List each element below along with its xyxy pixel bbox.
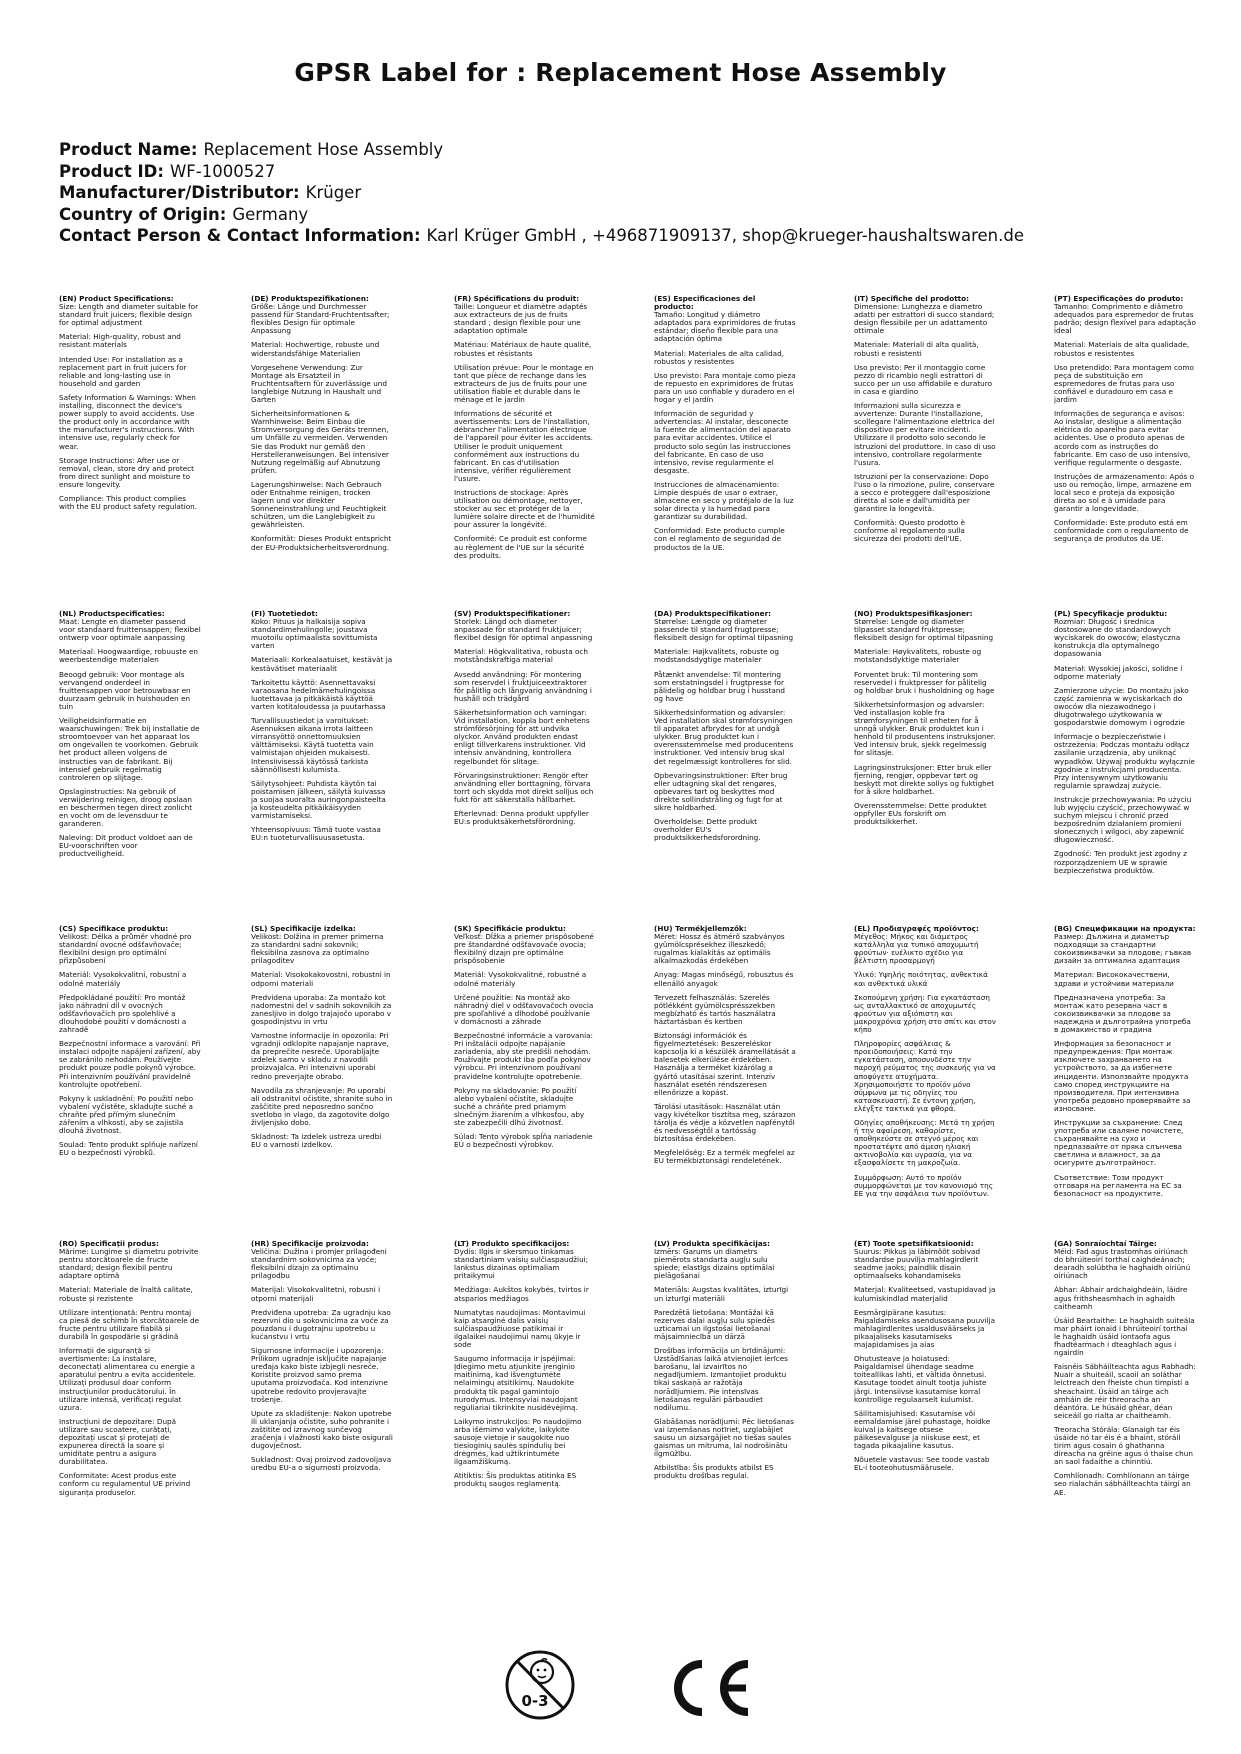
spec-paragraph: Zamierzone użycie: Do montażu jako część zamienna w wyciskarkach do owoców dla niezawodnego i długotrwałego użytkowania w gospodarstwie domowym i ogrodzie: [1054, 685, 1189, 728]
spec-paragraph: Υλικό: Υψηλής ποιότητας, ανθεκτικά και ανθεκτικά υλικά: [854, 970, 988, 988]
spec-block-header: (PL) Specyfikacje produktu:: [1054, 610, 1168, 618]
spec-block-header: (CS) Specifikace produktu:: [59, 925, 169, 933]
spec-block-header: (SV) Produktspecifikationer:: [454, 610, 571, 618]
spec-paragraph: Materijal: Visokokvalitetni, robusni i otporni materijali: [251, 1285, 381, 1303]
spec-block-header: (LT) Produkto specifikacijos:: [454, 1240, 570, 1248]
spec-paragraph: Materiāls: Augstas kvalitātes, izturīgi un izturīgi materiāli: [654, 1285, 789, 1303]
spec-paragraph: Conformidade: Este produto está em conformidade com o regulamento de segurança de produtos da UE.: [1054, 518, 1189, 544]
spec-paragraph: Atbilstība: Šis produkts atbilst ES produktu drošības regulai.: [654, 1463, 774, 1481]
spec-paragraph: Material: High-quality, robust and resistant materials: [59, 332, 181, 350]
spec-paragraph: Conformité: Ce produit est conforme au règlement de l'UE sur la sécurité des produits.: [454, 534, 587, 560]
info-label: Country of Origin:: [59, 204, 227, 224]
spec-block-header: (GA) Sonraíochtaí Táirge:: [1054, 1240, 1157, 1248]
spec-paragraph: Lagringsinstruksjoner: Etter bruk eller fjerning, rengjør, oppbevar tørt og beskytt mot direkte sollys og fuktighet for å sikre holdbarhet.: [854, 762, 995, 796]
spec-paragraph: Información de seguridad y advertencias: Al instalar, desconecte la fuente de alimentación del aparato para evitar accidentes. Utilice el producto solo según las instrucciones del fabricante. En caso de uso intensivo, revise regularmente el desgaste.: [654, 409, 791, 475]
spec-block: [1054, 610, 1196, 881]
spec-paragraph: Tamaño: Longitud y diámetro adaptados para exprimidores de frutas estándar; diseño flexible para una adaptación óptima: [654, 310, 796, 344]
spec-block: [59, 925, 201, 1163]
spec-paragraph: Съответствие: Този продукт отговаря на регламента на ЕС за безопасност на продуктите.: [1054, 1172, 1182, 1198]
spec-paragraph: Matériau: Matériaux de haute qualité, robustes et résistants: [454, 340, 592, 358]
spec-block: [251, 295, 393, 558]
spec-block: [654, 1240, 796, 1486]
spec-paragraph: Faisnéis Sábháilteachta agus Rabhadh: Nuair a shuiteáil, scaoil an soláthar leictreach den fheiste chun timpistí a sheachaint. Úsáid an táirge ach amháin de réir threoracha an déantóra. Le húsáid ghéar, déan seiceáil go rialta ar chaitheamh.: [1054, 1362, 1196, 1420]
info-row-product-id: [59, 161, 1024, 183]
spec-block-header: (SL) Specifikacije izdelka:: [251, 925, 356, 933]
spec-paragraph: Paredzētā lietošana: Montāžai kā rezerves daļai augļu sulu spiedēs uzticamai un ilgstošai lietošanai mājsaimniecībā un dārzā: [654, 1307, 775, 1341]
spec-block: [454, 1240, 596, 1495]
spec-paragraph: Safety Information & Warnings: When installing, disconnect the device's power supply to avoid accidents. Use the product only in accordance with the manufacturer's instructions. With intensive use, regularly check for wear.: [59, 392, 196, 451]
spec-block: [654, 925, 796, 1171]
spec-paragraph: Instructions de stockage: Après utilisation ou démontage, nettoyer, stocker au sec et protéger de la lumière solaire directe et de l'humidité pour assurer la longévité.: [454, 487, 595, 530]
spec-paragraph: Informações de segurança e avisos: Ao instalar, desligue a alimentação elétrica do aparelho para evitar acidentes. Use o produto apenas de acordo com as instruções do fabricante. Em caso de uso intensivo, verifique regularmente o desgaste.: [1054, 409, 1191, 467]
product-info: [59, 139, 1024, 247]
spec-paragraph: Drošības informācija un brīdinājumi: Uzstādīšanas laikā atvienojiet ierīces barošanu, lai izvairītos no negadījumiem. Izmantojiet produktu tikai saskaņā ar ražotāja norādījumiem. Pie intensīvas lietošanas regulāri pārbaudiet nodilumu.: [654, 1346, 788, 1412]
spec-paragraph: Instrucțiuni de depozitare: După utilizare sau scoatere, curățați, depozitați uscat și protejați de expunerea directă la soare și umiditate pentru a asigura durabilitatea.: [59, 1416, 177, 1467]
spec-paragraph: Materiaali: Korkealaatuiset, kestävät ja kestävätiset materiaalit: [251, 655, 393, 673]
spec-paragraph: Instrukcje przechowywania: Po użyciu lub wyjęciu czyścić, przechowywać w suchym miejscu i chronić przed bezpośrednim działaniem promieni słonecznych i wilgoci, aby zapewnić długowieczność.: [1054, 794, 1192, 845]
spec-paragraph: Bezpečnostní informace a varování: Při instalaci odpojte napájení zařízení, aby se zabránilo nehodám. Používejte produkt pouze podle pokynů výrobce. Při intenzivním používání pravidelně kontrolujte opotřebení.: [59, 1039, 201, 1089]
spec-paragraph: Material: Högkvalitativa, robusta och motståndskraftiga material: [454, 647, 588, 665]
spec-paragraph: Materiale: Materiali di alta qualità, robusti e resistenti: [854, 340, 979, 358]
spec-block: [1054, 295, 1196, 550]
spec-paragraph: Skladnost: Ta izdelek ustreza uredbi EU o varnosti izdelkov.: [251, 1132, 382, 1150]
spec-block-header: (DE) Produktspezifikationen:: [251, 295, 369, 303]
spec-paragraph: Anyag: Magas minőségű, robusztus és ellenálló anyagok: [654, 970, 794, 988]
spec-paragraph: Avsedd användning: För montering som reservdel i fruktjuiceextraktorer för pålitlig och långvarig användning i hushåll och trädgård: [454, 669, 592, 703]
spec-block: [454, 925, 596, 1155]
spec-paragraph: Určené použitie: Na montáž ako náhradný diel v odšťavovačoch ovocia pre spoľahlivé a dlhodobé používanie v domácnosti a záhrade: [454, 992, 594, 1026]
spec-paragraph: Opslaginstructies: Na gebruik of verwijdering reinigen, droog opslaan en beschermen tegen direct zonlicht en vocht om de levensduur te garanderen.: [59, 786, 193, 829]
spec-block-header: (ET) Toote spetsifikatsioonid:: [854, 1240, 974, 1248]
spec-paragraph: Σκοπούμενη χρήση: Για εγκατάσταση ως ανταλλακτικό σε αποχυμωτές φρούτων για αξιόπιστη και μακροχρόνια χρήση στο σπίτι και στον κήπο: [854, 992, 996, 1035]
spec-block: [854, 1240, 996, 1478]
spec-paragraph: Συμμόρφωση: Αυτό το προϊόν συμμορφώνεται με τον κανονισμό της ΕΕ για την ασφάλεια των προϊόντων.: [854, 1172, 993, 1198]
spec-paragraph: Numatytas naudojimas: Montavimui kaip atsarginė dalis vaisių sulčiaspaudžiuose patikimai ir ilgalaikei naudojimui namų ūkyje ir sode: [454, 1307, 586, 1350]
spec-block-header: (EN) Product Specifications:: [59, 295, 174, 303]
ce-mark-icon: [664, 1656, 754, 1720]
spec-paragraph: Οδηγίες αποθήκευσης: Μετά τη χρήση ή την αφαίρεση, καθαρίστε, αποθηκεύστε σε στεγνό μέρος και προστατέψτε από άμεση ηλιακή ακτινοβολία και υγρασία, για να εξασφαλίσετε τη μακροζωία.: [854, 1117, 995, 1168]
spec-paragraph: Méret: Hossz és átmérő szabványos gyümölcsprésekhez illeszkedő; rugalmas kialakítás az optimális alkalmazkodás érdekében: [654, 932, 785, 966]
spec-paragraph: Størrelse: Længde og diameter passende til standard frugtpresse; fleksibelt design for optimal tilpasning: [654, 617, 794, 643]
spec-paragraph: Uso previsto: Para montaje como pieza de repuesto en exprimidores de frutas para un uso confiable y duradero en el hogar y el jardín: [654, 370, 796, 405]
spec-paragraph: Dimensione: Lunghezza e diametro adatti per estrattori di succo standard; design flessibile per un adattamento ottimale: [854, 302, 995, 336]
spec-paragraph: Μέγεθος: Μήκος και διάμετρος κατάλληλα για τυπικό αποχυμωτή φρούτων· ευέλικτο σχέδιο για βέλτιστη προσαρμογή: [854, 932, 979, 966]
spec-paragraph: Úsáid Beartaithe: Le haghaidh suiteála mar pháirt ionaid i bhrúiteoirí torthaí le haghaidh úsáid iontaofa agus fhadtéarmach i dteaghlach agus i ngairdín: [1054, 1315, 1195, 1358]
spec-paragraph: Mărime: Lungime și diametru potrivite pentru storcătoarele de fructe standard; design flexibil pentru adaptare optimă: [59, 1247, 199, 1281]
spec-block: [454, 610, 596, 832]
spec-paragraph: Saugumo informacija ir įspėjimai: Įdiegimo metu atjunkite įrenginio maitinimą, kad išvengtumėte nelaimingų atsitikimų. Naudokite produktą tik pagal gamintojo nurodymus. Intensyviai naudojant reguliariai tikrinkite nusidėvėjimą.: [454, 1354, 578, 1412]
spec-paragraph: Forventet bruk: Til montering som reservedel i fruktpresser for pålitelig og holdbar bruk i husholdning og hage: [854, 669, 995, 695]
page-title: GPSR Label for : Replacement Hose Assembly: [294, 58, 947, 87]
spec-paragraph: Taille: Longueur et diamètre adaptés aux extracteurs de jus de fruits standard ; design flexible pour une adaptation optimale: [454, 302, 588, 336]
spec-paragraph: Informazioni sulla sicurezza e avvertenze: Durante l'installazione, scollegare l'alimentazione elettrica del dispositivo per evitare incidenti. Utilizzare il prodotto solo secondo le istruzioni del produttore. In caso di uso intensivo, controllare regolarmente l'usura.: [854, 401, 996, 467]
spec-block: [854, 295, 996, 550]
spec-block: [251, 1240, 393, 1478]
info-row-contact: [59, 225, 1024, 247]
spec-paragraph: Informații de siguranță și avertismente: La instalare, deconectați alimentarea cu energie a aparatului pentru a evita accidentele. Utilizați produsul doar conform instrucțiunilor producătorului. În utilizare intensă, verificați regulat uzura.: [59, 1346, 196, 1412]
info-label: Product Name:: [59, 140, 198, 159]
spec-block-header: (NO) Produktspesifikasjoner:: [854, 610, 973, 618]
spec-paragraph: Veličina: Dužina i promjer prilagođeni standardnim sokovnicima za voće; fleksibilni dizajn za optimalnu prilagodbu: [251, 1247, 387, 1281]
spec-paragraph: Overensstemmelse: Dette produktet oppfyller EUs forskrift om produktsikkerhet.: [854, 800, 987, 827]
spec-block-header: (RO) Specificații produs:: [59, 1240, 159, 1248]
info-value: Germany: [232, 204, 309, 224]
spec-paragraph: Veiligheidsinformatie en waarschuwingen: Trek bij installatie de stroomtoevoer van het apparaat los om ongevallen te voorkomen. Gebruik het product alleen volgens de instructies van de fabrikant. Bij intensief gebruik regelmatig controleren op slijtage.: [59, 716, 200, 782]
spec-paragraph: Medžiaga: Aukštos kokybės, tvirtos ir atsparios medžiagos: [454, 1285, 589, 1303]
spec-paragraph: Informacje o bezpieczeństwie i ostrzeżenia: Podczas montażu odłącz zasilanie urządzenia, aby uniknąć wypadków. Używaj produktu wyłącznie zgodnie z instrukcjami producenta. Przy intensywnym użytkowaniu regularnie sprawdzaj zużycie.: [1054, 732, 1195, 790]
spec-paragraph: Materiaal: Hoogwaardige, robuuste en weerbestendige materialen: [59, 647, 199, 665]
spec-paragraph: Materiał: Wysokiej jakości, solidne i odporne materiały: [1054, 663, 1183, 681]
spec-paragraph: Uso pretendido: Para montagem como peça de substituição em espremedores de frutas para uso confiável e duradouro em casa e jardim: [1054, 362, 1194, 405]
spec-paragraph: Säilytysohjeet: Puhdista käytön tai poistamisen jälkeen, säilytä kuivassa ja suojaa suoralta auringonpaisteelta ja kosteudelta pitkäikäisyyden varmistamiseksi.: [251, 778, 386, 821]
spec-paragraph: Conformidad: Este producto cumple con el reglamento de seguridad de productos de la UE.: [654, 526, 785, 552]
spec-paragraph: Инструкции за съхранение: След употреба или сваляне почистете, съхранявайте на сухо и предпазвайте от пряка слънчева светлина и влажност, за да осигурите дълготрайност.: [1054, 1117, 1184, 1168]
spec-paragraph: Naleving: Dit product voldoet aan de EU-voorschriften voor productveiligheid.: [59, 833, 193, 859]
spec-paragraph: Sikkerhedsinformation og advarsler: Ved installation skal strømforsyningen til apparatet afbrydes for at undgå ulykker. Brug produktet kun i overensstemmelse med producentens instruktioner. Ved intensiv brug skal det regelmæssigt kontrolleres for slid.: [654, 707, 794, 766]
spec-paragraph: Předpokládané použití: Pro montáž jako náhradní díl v ovocných odšťavňovačích pro spolehlivé a dlouhodobé použití v domácnosti a zahradě: [59, 992, 187, 1035]
spec-paragraph: Instruções de armazenamento: Após o uso ou remoção, limpe, armazene em local seco e proteja da exposição direta ao sol e à umidade para garantir a longevidade.: [1054, 471, 1195, 514]
spec-paragraph: Material: Materiale de înaltă calitate, robuste și rezistente: [59, 1285, 193, 1303]
info-row-product-name: [59, 139, 1024, 161]
spec-paragraph: Materiál: Vysokokvalitní, robustní a odolné materiály: [59, 970, 187, 988]
spec-paragraph: Eesmärgipärane kasutus: Paigaldamiseks asendusosana puuvilja mahlagirdlerites usaldusväärseks ja pikaajaliseks kasutamiseks majapidamises ja aias: [854, 1307, 996, 1350]
spec-paragraph: Påtænkt anvendelse: Til montering som erstatningsdel i frugtpresse for pålidelig og holdbar brug i husstand og have: [654, 669, 786, 703]
spec-paragraph: Dydis: Ilgis ir skersmuo tinkamas standartiniam vaisių sulčiaspaudžiui; lankstus dizainas optimaliam pritaikymui: [454, 1247, 589, 1281]
spec-paragraph: Conformitate: Acest produs este conform cu regulamentul UE privind siguranța produselor.: [59, 1471, 191, 1497]
spec-block: [654, 295, 796, 558]
spec-paragraph: Izmērs: Garums un diametrs piemērots standarta augļu sulu spiede; elastīgs dizains optimālai pielāgošanai: [654, 1247, 775, 1281]
spec-block-header: (IT) Specifiche del prodotto:: [854, 295, 970, 303]
spec-paragraph: Tarkoitettu käyttö: Asennettavaksi varaosana hedelmämehulingoissa luotettavaa ja pitkäkäistä käyttöä varten kotitaloudessa ja puutarhassa: [251, 677, 386, 711]
spec-block-header: (SK) Špecifikácie produktu:: [454, 925, 566, 933]
spec-paragraph: Storlek: Längd och diameter anpassade för standard fruktjuicer; flexibel design för optimal anpassning: [454, 617, 593, 643]
spec-paragraph: Megfelelőség: Ez a termék megfelel az EU termékbiztonsági rendeletének.: [654, 1148, 795, 1166]
spec-block-header: (FR) Spécifications du produit:: [454, 295, 580, 303]
spec-paragraph: Navodila za shranjevanje: Po uporabi ali odstranitvi očistite, shranite suho in zaščitite pred neposredno sončno svetlobo in vlago, da zagotovite dolgo življenjsko dobo.: [251, 1085, 393, 1127]
info-row-manufacturer: [59, 182, 1024, 204]
spec-paragraph: Zgodność: Ten produkt jest zgodny z rozporządzeniem UE w sprawie bezpieczeństwa produktów.: [1054, 849, 1187, 875]
spec-paragraph: Materiale: Høykvalitets, robuste og motstandsdyktige materialer: [854, 647, 982, 665]
spec-paragraph: Материал: Висококачествени, здрави и устойчиви материали: [1054, 970, 1174, 988]
spec-paragraph: Koko: Pituus ja halkaisija sopiva standardimehulingolle; joustava muotoilu optimaalista sovittumista varten: [251, 617, 378, 651]
spec-paragraph: Conformità: Questo prodotto è conforme al regolamento sulla sicurezza dei prodotti dell'UE.: [854, 518, 965, 544]
spec-paragraph: Maat: Lengte en diameter passend voor standaard fruittensappen; flexibel ontwerp voor optimale aanpassing: [59, 617, 201, 643]
spec-paragraph: Materjal: Kvaliteetsed, vastupidavad ja kulumiskindlad materjalid: [854, 1285, 996, 1303]
spec-paragraph: Tervezett felhasználás: Szerelés pótlékként gyümölcsprésszekben megbízható és tartós használatra háztartásban és kertben: [654, 992, 776, 1026]
spec-paragraph: Méid: Fad agus trastomhas oiriúnach do bhrúiteoirí torthaí caighdeánach; dearadh solúbtha le haghaidh oiriúnú oiriúnach: [1054, 1247, 1191, 1281]
spec-paragraph: Suurus: Pikkus ja läbimõõt sobivad standardse puuvilja mahlagirdlerit seadme jaoks; paindlik disain optimaalseks kohandamiseks: [854, 1247, 981, 1281]
spec-paragraph: Compliance: This product complies with the EU product safety regulation.: [59, 493, 198, 512]
spec-block: [1054, 1240, 1196, 1503]
spec-paragraph: Glabāšanas norādījumi: Pēc lietošanas vai izņemšanas notīriet, uzglabājiet sausu un aizsargājiet no tiešas saules gaismas un mitruma, lai nodrošinātu ilgmūžību.: [654, 1416, 794, 1459]
spec-paragraph: Tárolási utasítások: Használat után vagy kivételkor tisztítsa meg, szárazon tárolja és védje a közvetlen napfénytől és nedvességtől a tartósság biztosítása érdekében.: [654, 1101, 796, 1144]
spec-paragraph: Förvaringsinstruktioner: Rengör efter användning eller borttagning, förvara torrt och skydda mot direkt solljus och fukt för att säkerställa hållbarhet.: [454, 770, 594, 804]
spec-paragraph: Biztonsági információk és figyelmeztetések: Beszereléskor kapcsolja ki a készülék áramellátását a balesetek elkerülése érdekében. Használja a terméket kizárólag a gyártó utasításai szerint. Intenzív használat esetén rendszeresen ellenőrizze a kopást.: [654, 1031, 796, 1097]
spec-paragraph: Sikkerhetsinformasjon og advarsler: Ved installasjon koble fra strømforsyningen til enheten for å unngå ulykker. Bruk produktet kun i henhold til produsentens instruksjoner. Ved intensiv bruk, sjekk regelmessig for slitasje.: [854, 699, 996, 758]
spec-block-header: (PT) Especificações do produto:: [1054, 295, 1184, 303]
info-label: Contact Person & Contact Information:: [59, 226, 421, 245]
spec-paragraph: Soulad: Tento produkt splňuje nařízení EU o bezpečnosti výrobků.: [59, 1140, 198, 1158]
age-warning-0-3-icon: [504, 1648, 576, 1722]
spec-paragraph: Turvallisuustiedot ja varoitukset: Asennuksen aikana irrota laitteen virransyöttö onnettomuuksien välttämiseksi. Käytä tuotetta vain valmistajan ohjeiden mukaisesti. Intensiivisessä käytössä tarkista säännöllisesti kulumista.: [251, 716, 374, 774]
info-label: Manufacturer/Distributor:: [59, 183, 300, 202]
spec-block: [251, 610, 393, 848]
spec-paragraph: Atitiktis: Šis produktas atitinka ES produktų saugos reglamentą.: [454, 1471, 577, 1489]
spec-paragraph: Säkerhetsinformation och varningar: Vid installation, koppla bort enhetens strömförsörjning för att undvika olyckor. Använd produkten endast enligt tillverkarens instruktioner. Vid intensiv användning, kontrollera regelbundet för slitage.: [454, 707, 590, 766]
spec-block-header: (HU) Termékjellemzők:: [654, 925, 747, 933]
info-label: Product ID:: [59, 161, 164, 181]
spec-paragraph: Informations de sécurité et avertissements: Lors de l'installation, débrancher l'alimentation électrique de l'appareil pour éviter les accidents. Utiliser le produit uniquement conformément aux instructions du fabricant. En cas d'utilisation intensive, vérifier régulièrement l'usure.: [454, 409, 593, 483]
spec-block-header: (NL) Productspecificaties:: [59, 610, 165, 618]
spec-paragraph: Intended Use: For installation as a replacement part in fruit juicers for reliable and long-lasting use in household and garden: [59, 354, 187, 388]
spec-paragraph: Информация за безопасност и предупреждения: При монтаж изключете захранването на устройството, за да избегнете инциденти. Използвайте продукта само според инструкциите на производителя. При интензивна употреба редовно проверявайте за износване.: [1054, 1039, 1191, 1113]
spec-paragraph: Sukladnost: Ovaj proizvod zadovoljava uredbu EU-a o sigurnosti proizvoda.: [251, 1455, 392, 1473]
spec-block: [59, 295, 201, 517]
spec-paragraph: Bezpečnostné informácie a varovania: Pri inštalácii odpojte napájanie zariadenia, aby ste predišli nehodám. Používajte produkt iba podľa pokynov výrobcu. Pri intenzívnom používaní pravidelne kontrolujte opotrebenie.: [454, 1031, 593, 1081]
spec-paragraph: Predviđena upotreba: Za ugradnju kao rezervni dio u sokovnicima za voće za pouzdanu i dugotrajnu upotrebu u kućanstvu i vrtu: [251, 1307, 391, 1341]
spec-block-header: (LV) Produkta specifikācijas:: [654, 1240, 770, 1248]
spec-block: [454, 295, 596, 566]
spec-paragraph: Materiale: Højkvalitets, robuste og modstandsdygtige materialer: [654, 647, 779, 665]
spec-block: [59, 1240, 201, 1503]
spec-block: [251, 925, 393, 1155]
spec-paragraph: Πληροφορίες ασφάλειας & προειδοποιήσεις: Κατά την εγκατάσταση, αποσυνδέστε την παροχή ρεύματος της συσκευής για να αποφύγετε ατυχήματα. Χρησιμοποιήστε το προϊόν μόνο σύμφωνα με τις οδηγίες του κατασκευαστή. Σε έντονη χρήση, ελέγξτε τακτικά για φθορά.: [854, 1039, 996, 1113]
spec-paragraph: Vorgesehene Verwendung: Zur Montage als Ersatzteil in Fruchtentsaftern für zuverlässige und langlebige Nutzung in Haushalt und Garten: [251, 362, 387, 405]
spec-paragraph: Größe: Länge und Durchmesser passend für Standard-Fruchtentsafter; flexibles Design für optimale Anpassung: [251, 302, 390, 336]
spec-paragraph: Utilisation prévue: Pour le montage en tant que pièce de rechange dans les extracteurs de jus de fruits pour une utilisation fiable et durable dans le ménage et le jardin: [454, 362, 594, 405]
spec-paragraph: Velikost: Délka a průměr vhodné pro standardní ovocné odšťavňovače; flexibilní design pro optimální přizpůsobení: [59, 932, 192, 966]
spec-block-header: (HR) Specifikacije proizvoda:: [251, 1240, 369, 1248]
info-row-country: [59, 204, 1024, 226]
spec-paragraph: Beoogd gebruik: Voor montage als vervangend onderdeel in fruittensappen voor betrouwbaar en duurzaam gebruik in huishouden en tuin: [59, 669, 191, 711]
spec-paragraph: Efterlevnad: Denna produkt uppfyller EU:s produktsäkerhetsförordning.: [454, 808, 589, 827]
spec-paragraph: Material: Materiais de alta qualidade, robustos e resistentes: [1054, 340, 1190, 358]
spec-paragraph: Konformität: Dieses Produkt entspricht der EU-Produktsicherheitsverordnung.: [251, 534, 392, 552]
spec-paragraph: Ábhar: Ábhair ardchaighdeáin, láidre agus frithsheasmhach in aghaidh caitheamh: [1054, 1285, 1188, 1311]
spec-paragraph: Yhteensopivuus: Tämä tuote vastaa EU:n tuoteturvallisuusasetusta.: [251, 825, 381, 843]
info-value: Karl Krüger GmbH , +496871909137, shop@krueger-haushaltswaren.de: [426, 226, 1025, 245]
spec-paragraph: Sigurnosne informacije i upozorenja: Prilikom ugradnje isključite napajanje uređaja kako biste izbjegli nesreće. Koristite proizvod samo prema uputama proizvođača. Kod intenzivne upotrebe redovito provjeravajte trošenje.: [251, 1346, 388, 1404]
spec-paragraph: Predvidena uporaba: Za montažo kot nadomestni del v sadnih sokovnikih za zanesljivo in dolgo trajajočo uporabo v gospodinjstvu in vrtu: [251, 992, 392, 1026]
spec-paragraph: Overholdelse: Dette produkt overholder EU's produktsikkerhedsforordning.: [654, 817, 761, 843]
spec-paragraph: Lagerungshinweise: Nach Gebrauch oder Entnahme reinigen, trocken lagern und vor direkter Sonneneinstrahlung und Feuchtigkeit schützen, um die Langlebigkeit zu gewährleisten.: [251, 479, 387, 530]
spec-paragraph: Rozmiar: Długość i średnica dostosowane do standardowych wyciskarek do owoców; elastyczna konstrukcja dla optymalnego dopasowania: [1054, 617, 1181, 659]
spec-block-header: (BG) Спецификации на продукта:: [1054, 925, 1196, 933]
info-value: WF-1000527: [169, 161, 276, 181]
spec-paragraph: Comhlíonadh: Comhlíonann an táirge seo rialachán sábháilteachta táirgí an AE.: [1054, 1471, 1191, 1497]
spec-paragraph: Nõuetele vastavus: See toode vastab EL-i tooteohutusmäärusele.: [854, 1455, 990, 1473]
spec-paragraph: Instrucciones de almacenamiento: Limpie después de usar o extraer, almacene en seco y protéjalo de la luz solar directa y la humedad para garantizar su durabilidad.: [654, 479, 794, 522]
spec-paragraph: Размер: Дължина и диаметър подходящи за стандартни сокоизвиквачки за плодове; гъвкав дизайн за оптимална адаптация: [1054, 932, 1192, 966]
spec-paragraph: Säilitamisjuhised: Kasutamise või eemaldamise järel puhastage, hoidke kuival ja kaitsege otsese päikesevalguse ja niiskuse eest, et tagada pikaajaline kasutus.: [854, 1408, 991, 1451]
spec-paragraph: Laikymo instrukcijos: Po naudojimo arba išėmimo valykite, laikykite sausoje vietoje ir saugokite nuo tiesioginių saulės spindulių bei drėgmės, kad užtikrintumėte ilgaamžiškumą.: [454, 1416, 582, 1467]
spec-paragraph: Opbevaringsinstruktioner: Efter brug eller udtagning skal det rengøres, opbevares tørt og beskyttes mod direkte sollindstråling og fugt for at sikre holdbarhed.: [654, 770, 788, 812]
spec-paragraph: Pokyny na skladovanie: Po použití alebo vybalení očistite, skladujte suché a chráňte pred priamym slnečným žiarením a vlhkosťou, aby ste zabezpečili dlhú životnosť.: [454, 1085, 585, 1127]
spec-paragraph: Storage Instructions: After use or removal, clean, store dry and protect from direct sunlight and moisture to ensure longevity.: [59, 455, 194, 489]
spec-paragraph: Size: Length and diameter suitable for standard fruit juicers; flexible design for optimal adjustment: [59, 302, 199, 328]
spec-block: [854, 925, 996, 1204]
spec-block: [1054, 925, 1196, 1204]
spec-block: [854, 610, 996, 832]
spec-paragraph: Utilizare intenționată: Pentru montaj ca piesă de schimb în storcătoarele de fructe pentru utilizare fiabilă și durabilă în gospodărie și grădină: [59, 1307, 200, 1341]
spec-paragraph: Предназначена употреба: За монтаж като резервна част в сокоизвиквачки за плодове за надеждна и дълготрайна употреба в домакинство и градина: [1054, 992, 1191, 1035]
spec-paragraph: Pokyny k uskladnění: Po použití nebo vybalení vyčistěte, skladujte suché a chraňte před přímým slunečním zářením a vlhkostí, aby se zajistila dlouhá životnost.: [59, 1093, 194, 1136]
spec-paragraph: Ohutusteave ja hoiatused: Paigaldamisel ühendage seadme toiteallikas lahti, et vältida õnnetusi. Kasutage toodet ainult tootja juhiste järgi. Intensiivse kasutamise korral kontrollige regulaarselt kulumist.: [854, 1354, 987, 1404]
spec-paragraph: Velikost: Dolžina in premer primerna za standardni sadni sokovnik; fleksibilna zasnova za optimalno prilagoditev: [251, 932, 384, 966]
spec-paragraph: Material: Visokokakovostni, robustni in odporni materiali: [251, 970, 391, 988]
spec-block-header: (ES) Especificaciones del producto:: [654, 295, 756, 312]
language-spec-grid: [59, 295, 1209, 1497]
spec-paragraph: Upute za skladištenje: Nakon upotrebe ili uklanjanja očistite, suho pohranite i zaštitite od izravnog sunčevog zračenja i vlažnosti kako biste osigurali dugovječnost.: [251, 1408, 393, 1451]
spec-paragraph: Material: Materiales de alta calidad, robustos y resistentes: [654, 348, 785, 366]
info-value: Krüger: [305, 183, 362, 202]
age-warning-label: 0-3: [521, 1692, 549, 1710]
spec-block-header: (DA) Produktspecifikationer:: [654, 610, 772, 618]
spec-block-header: (EL) Προδιαγραφές προϊόντος:: [854, 925, 979, 933]
info-value: Replacement Hose Assembly: [203, 140, 444, 159]
spec-paragraph: Veľkosť: Dĺžka a priemer prispôsobené pre štandardné odšťavovače ovocia; flexibilný dizajn pre optimálne prispôsobenie: [454, 932, 594, 966]
spec-paragraph: Treoracha Stórála: Glanaigh tar éis úsáide nó tar éis é a bhaint, stóráil tirim agus cosain ó ghathanna díreacha na gréine agus ó thaise chun an saol fadaithe a chinntiú.: [1054, 1424, 1193, 1467]
spec-paragraph: Material: Hochwertige, robuste und widerstandsfähige Materialien: [251, 340, 380, 358]
spec-paragraph: Materiál: Vysokokvalitné, robustné a odolné materiály: [454, 970, 587, 988]
spec-paragraph: Varnostne informacije in opozorila: Pri vgradnji odklopite napajanje naprave, da preprečite nesreče. Uporabljajte izdelek samo v skladu z navodili proizvajalca. Pri intenzivni uporabi redno preverjajte obrabo.: [251, 1031, 389, 1081]
spec-paragraph: Uso previsto: Per il montaggio come pezzo di ricambio negli estrattori di succo per un uso affidabile e duraturo in casa e giardino: [854, 362, 993, 396]
spec-block: [654, 610, 796, 848]
spec-block: [59, 610, 201, 865]
spec-paragraph: Sicherheitsinformationen & Warnhinweise: Beim Einbau die Stromversorgung des Geräts trennen, um Unfälle zu vermeiden. Verwenden Sie das Produkt nur gemäß den Herstelleranweisungen. Bei intensiver Nutzung regelmäßig auf Abnutzung prüfen.: [251, 409, 389, 475]
spec-paragraph: Súlad: Tento výrobok spĺňa nariadenie EÚ o bezpečnosti výrobkov.: [454, 1132, 593, 1150]
compliance-icons: [0, 1648, 1241, 1748]
spec-paragraph: Størrelse: Lengde og diameter tilpasset standard fruktpresse; fleksibelt design for optimal tilpasning: [854, 617, 994, 643]
spec-paragraph: Istruzioni per la conservazione: Dopo l'uso o la rimozione, pulire, conservare a secco e proteggere dall'esposizione diretta al sole e dall'umidità per garantire la longevità.: [854, 471, 995, 514]
spec-block-header: (FI) Tuotetiedot:: [251, 610, 318, 618]
spec-paragraph: Tamanho: Comprimento e diâmetro adequados para espremedor de frutas padrão; design flexível para adaptação ideal: [1054, 302, 1196, 336]
